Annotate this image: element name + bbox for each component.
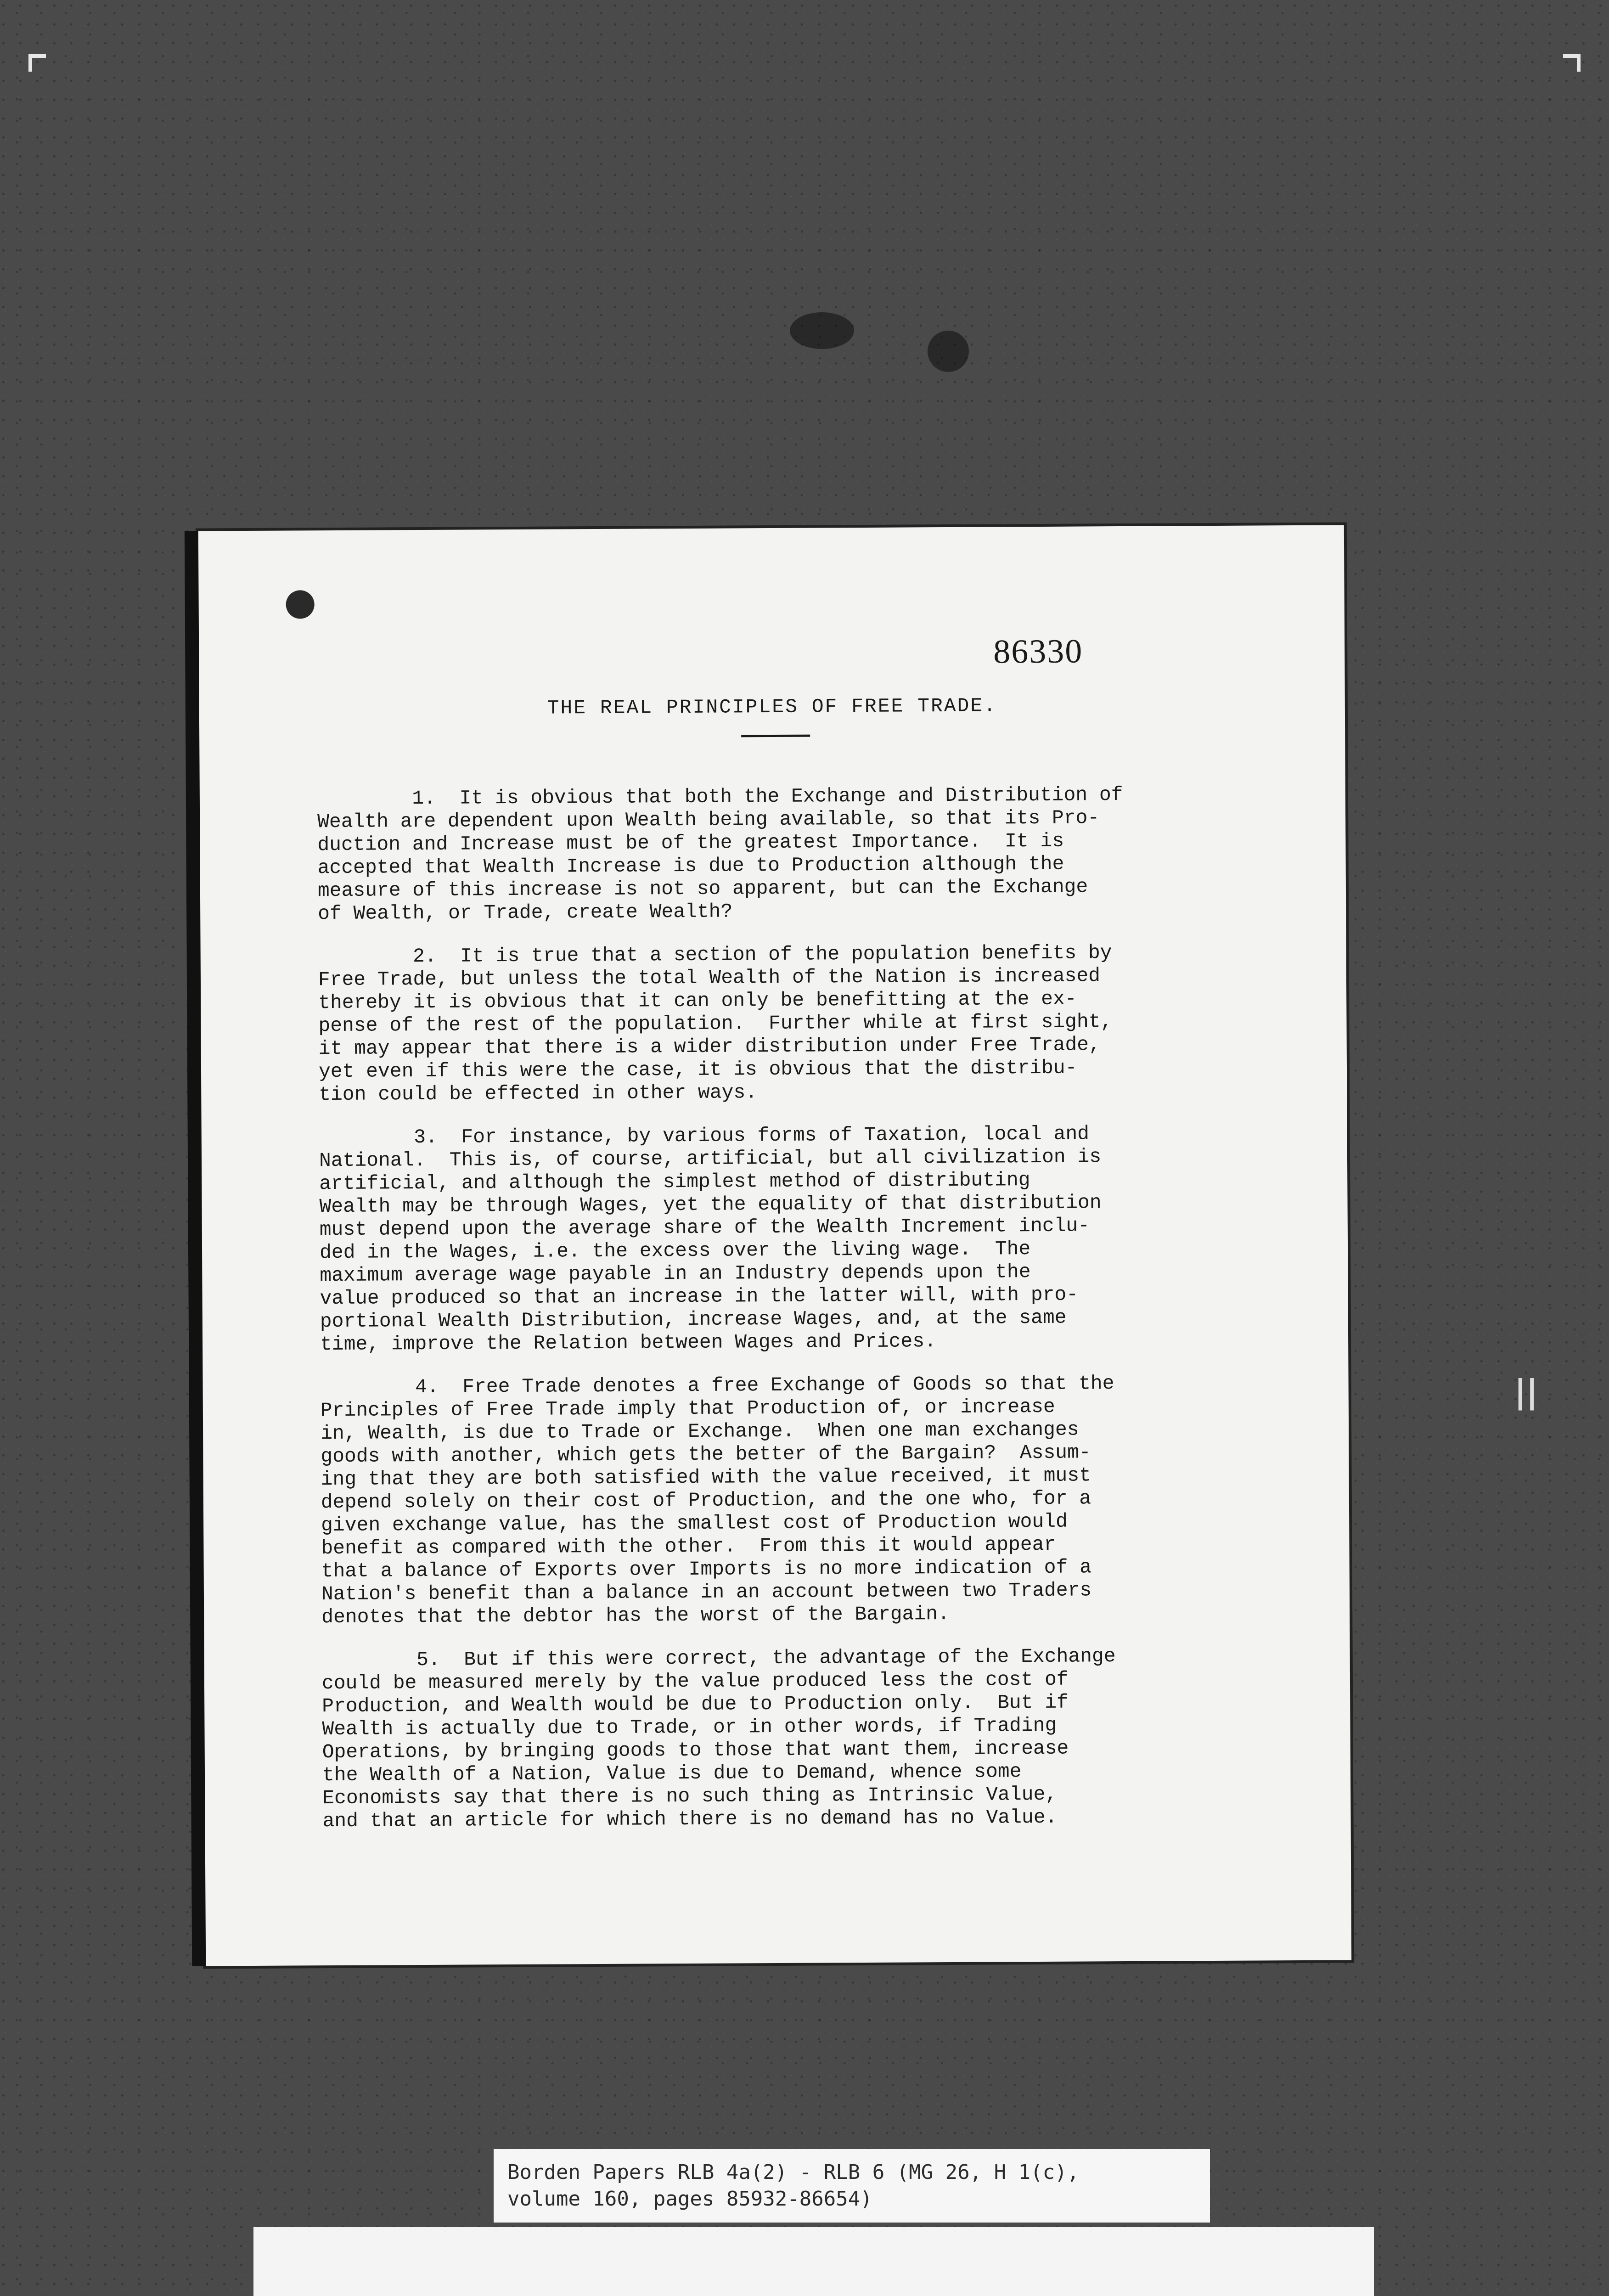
document-title: THE REAL PRINCIPLES OF FREE TRADE.: [547, 694, 997, 720]
paragraph-4: 4. Free Trade denotes a free Exchange of Goods so that the Principles of Free Trade imply that Production of, or increase in, Wealth, is due to Trade or Exchange. When one man exchanges goods with another, which gets the better of the Bargain? Assum- ing that they are both satisfied with the value received, it must depend solely on their cost of Production, and the one who, for a given exchange value, has the smallest cost of Production would benefit as compared with the other. From this it would appear that a balance of Exports over Imports is no more indication of a Nation's benefit than a balance in an account between two Traders denotes that the debtor has the worst of the Bargain.: [320, 1372, 1114, 1629]
punch-hole: [286, 590, 315, 619]
paragraph-3: 3. For instance, by various forms of Taxation, local and National. This is, of course, artificial, but all civilization is artificial, and although the simplest method of distributing Wealth may be through Wages, yet the equality of that distribution must depend upon the average share of the Wealth Increment inclu- ded in the Wages, i.e. the excess over the living wage. The maximum average wage payable in an Industry depends upon the value produced so that an increase in the latter will, with pro- portional Wealth Distribution, increase Wages, and, at the same time, improve the Relation between Wages and Prices.: [319, 1122, 1102, 1356]
document-number: 86330: [993, 632, 1083, 671]
document-page: [198, 525, 1351, 1966]
margin-mark: ||: [1514, 1373, 1538, 1411]
ink-blot: [790, 312, 854, 349]
paragraph-1: 1. It is obvious that both the Exchange and Distribution of Wealth are dependent upon Wealth being available, so that its Pro- duction and Increase must be of the greatest Importance. It is accepted that Wealth Increase is due to Production although the measure of this increase is not so apparent, but can the Exchange of Wealth, or Trade, create Wealth?: [317, 783, 1123, 925]
paragraph-2: 2. It is true that a section of the population benefits by Free Trade, but unless the total Wealth of the Nation is increased thereby it is obvious that it can only be benefitting at the ex- pense of the rest of the population. Further while at first sight, it may appear that there is a wider distribution under Free Trade, yet even if this were the case, it is obvious that the distribu- tion could be effected in other ways.: [318, 941, 1113, 1106]
title-underline: [741, 735, 810, 737]
ink-blot: [928, 331, 969, 372]
document-body: [317, 782, 1439, 1853]
crop-mark-top-left: [28, 54, 46, 72]
reference-label: Borden Papers RLB 4a(2) - RLB 6 (MG 26, H 1(c), volume 160, pages 85932-86654): [494, 2149, 1210, 2223]
archive-card: [253, 2227, 1374, 2296]
crop-mark-top-right: [1563, 54, 1581, 72]
paragraph-5: 5. But if this were correct, the advantage of the Exchange could be measured merely by the value produced less the cost of Production, and Wealth would be due to Production only. But if Wealth is actually due to Trade, or in other words, if Trading Operations, by bringing goods to those that want them, increase the Wealth of a Nation, Value is due to Demand, whence some Economists say that there is no such thing as Intrinsic Value, and that an article for which there is no demand has no Value.: [321, 1645, 1116, 1833]
